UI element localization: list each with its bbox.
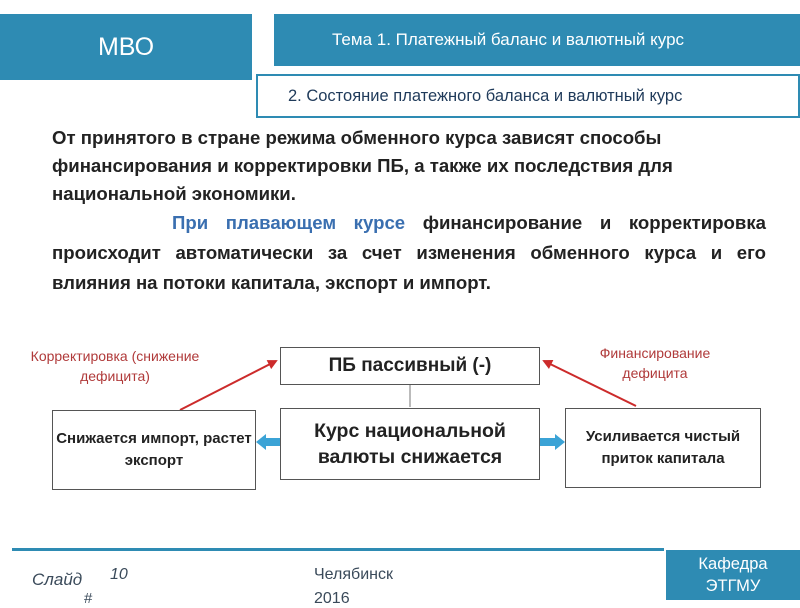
floating-rate-highlight: При плавающем курсе: [172, 212, 406, 233]
box-capital-inflow: Усиливается чистый приток капитала: [565, 408, 761, 488]
footer-divider: [12, 548, 664, 551]
box-imports-exports: Снижается импорт, растет экспорт: [52, 410, 256, 490]
box-bop-passive: ПБ пассивный (-): [280, 347, 540, 385]
label-correction: Корректировка (снижение дефицита): [30, 348, 200, 384]
dept-line-1: Кафедра: [698, 555, 768, 573]
arrow-to-left-box: [256, 434, 280, 450]
slide-hash: #: [84, 590, 93, 607]
subtopic-title: 2. Состояние платежного баланса и валютный курс: [256, 74, 800, 118]
dept-line-2: ЭТГМУ: [705, 577, 761, 595]
department-badge: [666, 550, 800, 600]
topic-title: Тема 1. Платежный баланс и валютный курс: [274, 14, 800, 66]
footer-city: Челябинск: [314, 566, 393, 583]
course-title: МВО: [0, 14, 252, 80]
intro-paragraph: От принятого в стране режима обменного курса зависят способы финансирования и корректировки ПБ, а также их последствия для национальной экономики.: [52, 127, 673, 204]
arrow-to-right-box: [540, 434, 565, 450]
label-financing: Финансирование дефицита: [599, 345, 711, 381]
box-currency-declines: Курс национальной валюты снижается: [280, 408, 540, 480]
slide-label: Слайд: [32, 570, 83, 589]
footer-year: 2016: [314, 590, 350, 607]
floating-rate-text: финансирование и корректировка происходит автоматически за счет изменения обменного курса и его влияния на потоки капитала, экспорт и импорт.: [52, 212, 766, 293]
slide-number: 10: [110, 566, 128, 583]
